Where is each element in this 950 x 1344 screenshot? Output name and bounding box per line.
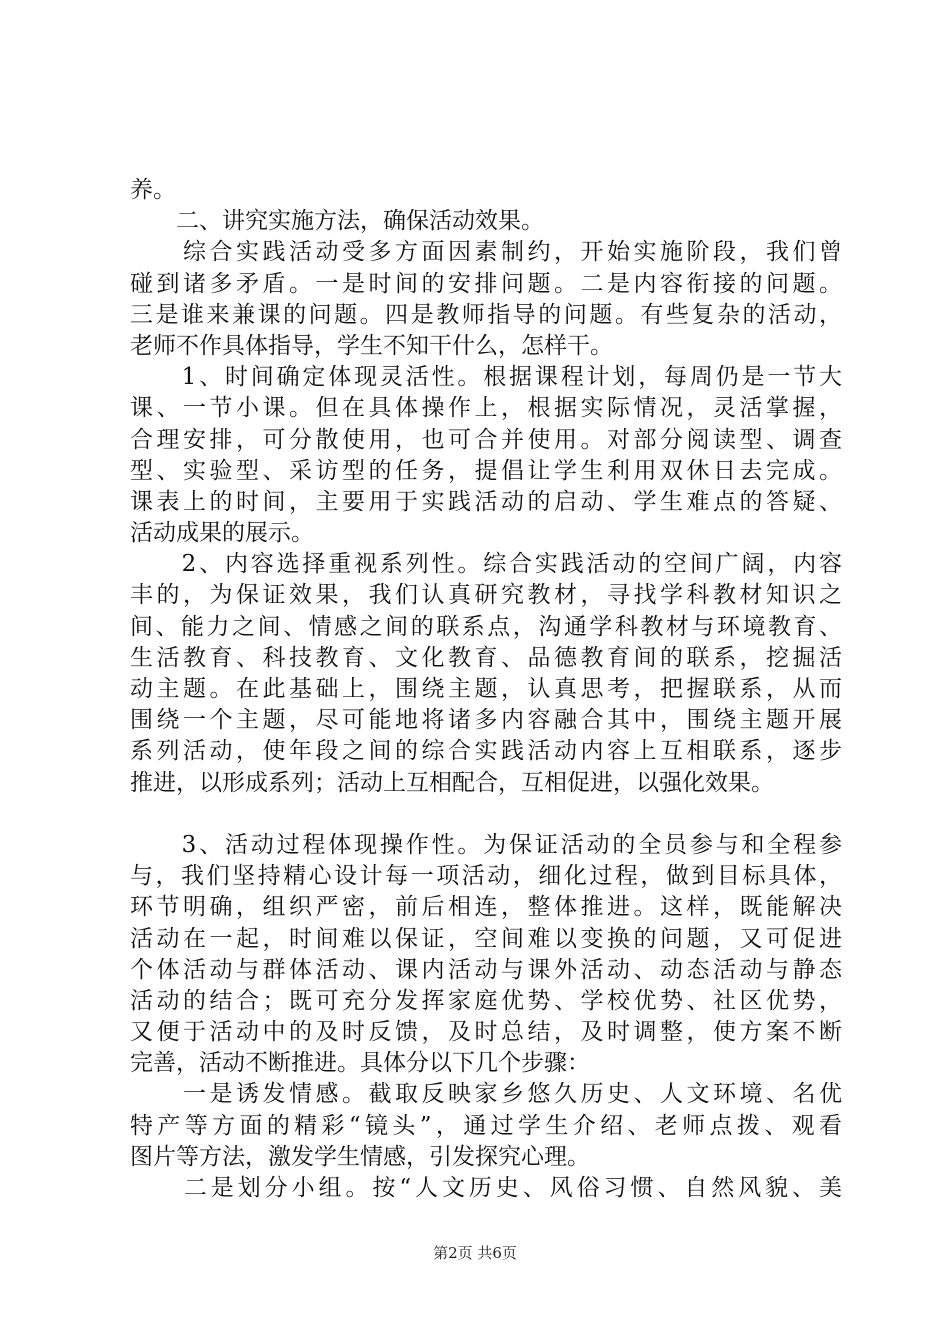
- text-line: 课、一节小课。但在具体操作上，根据实际情况，灵活掌握，: [130, 395, 842, 422]
- text-line: 特产等方面的精彩“镜头”，通过学生介绍、老师点拨、观看: [130, 1112, 842, 1139]
- text-line: 课表上的时间，主要用于实践活动的启动、学生难点的答疑、: [130, 488, 842, 515]
- page-footer: 第2页 共6页: [433, 1244, 517, 1262]
- text-line: 个体活动与群体活动、课内活动与课外活动、动态活动与静态: [130, 956, 842, 983]
- text-line: 丰的，为保证效果，我们认真研究教材，寻找学科教材知识之: [130, 582, 842, 609]
- text-line: 系列活动，使年段之间的综合实践活动内容上互相联系，逐步: [130, 738, 842, 765]
- text-line: 活动的结合；既可充分发挥家庭优势、学校优势、社区优势，: [130, 987, 842, 1014]
- text-line: 图片等方法，激发学生情感，引发探究心理。: [130, 1143, 590, 1170]
- text-line: 养。: [130, 177, 176, 203]
- text-line: 二、讲究实施方法，确保活动效果。: [130, 208, 544, 235]
- text-line: 综合实践活动受多方面因素制约，开始实施阶段，我们曾: [130, 239, 842, 266]
- text-line: 与，我们坚持精心设计每一项活动，细化过程，做到目标具体，: [130, 863, 842, 890]
- text-line: 活动在一起，时间难以保证，空间难以变换的问题，又可促进: [130, 925, 842, 952]
- text-line: 推进，以形成系列；活动上互相配合，互相促进，以强化效果。: [130, 769, 774, 796]
- text-line: 生活教育、科技教育、文化教育、品德教育间的联系，挖掘活: [130, 644, 842, 671]
- text-line: 碰到诸多矛盾。一是时间的安排问题。二是内容衔接的问题。: [130, 270, 842, 297]
- blank-line: [130, 799, 842, 830]
- text-line: 二是划分小组。按“人文历史、风俗习惯、自然风貌、美: [130, 1175, 842, 1201]
- text-line: 动主题。在此基础上，围绕主题，认真思考，把握联系，从而: [130, 676, 842, 702]
- text-line: 1、时间确定体现灵活性。根据课程计划，每周仍是一节大: [130, 364, 842, 391]
- text-line: 间、能力之间、情感之间的联系点，沟通学科教材与环境教育、: [130, 613, 842, 640]
- text-line: 活动成果的展示。: [130, 520, 314, 547]
- text-line: 3、活动过程体现操作性。为保证活动的全员参与和全程参: [130, 831, 842, 858]
- text-line: 一是诱发情感。截取反映家乡悠久历史、人文环境、名优: [130, 1081, 842, 1108]
- body-text: [130, 175, 842, 1204]
- text-line: 完善，活动不断推进。具体分以下几个步骤：: [130, 1050, 590, 1077]
- text-line: 老师不作具体指导，学生不知干什么，怎样干。: [130, 332, 613, 359]
- text-line: 又便于活动中的及时反馈，及时总结，及时调整，使方案不断: [130, 1019, 842, 1046]
- text-line: 围绕一个主题，尽可能地将诸多内容融合其中，围绕主题开展: [130, 707, 842, 734]
- text-line: 型、实验型、采访型的任务，提倡让学生利用双休日去完成。: [130, 457, 842, 484]
- text-line: 环节明确，组织严密，前后相连，整体推进。这样，既能解决: [130, 894, 842, 921]
- text-line: 三是谁来兼课的问题。四是教师指导的问题。有些复杂的活动，: [130, 301, 842, 328]
- text-line: 合理安排，可分散使用，也可合并使用。对部分阅读型、调查: [130, 426, 842, 453]
- text-line: 2、内容选择重视系列性。综合实践活动的空间广阔，内容: [130, 551, 842, 578]
